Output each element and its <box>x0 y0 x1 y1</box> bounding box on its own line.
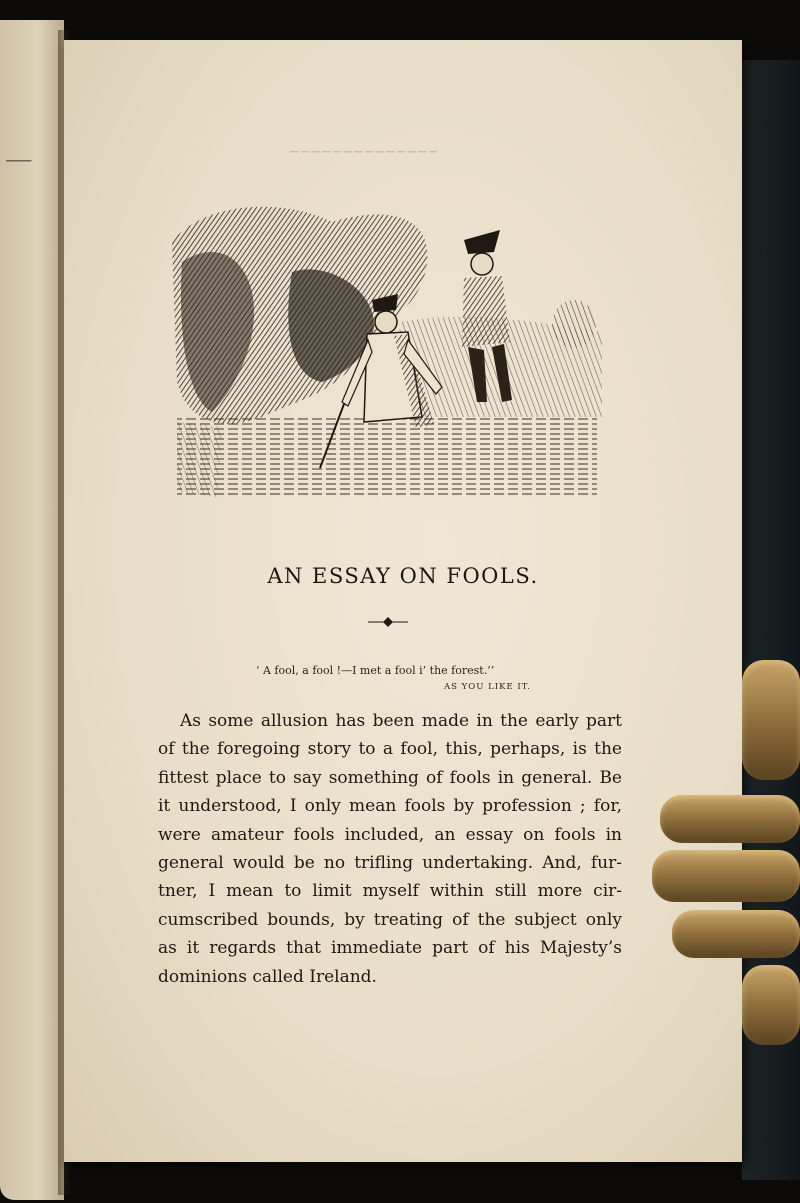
distant-bush <box>552 300 596 348</box>
river-water <box>177 417 597 497</box>
body-line: As some allusion has been made in the early part <box>180 711 622 731</box>
essay-title: AN ESSAY ON FOOLS. <box>267 564 539 588</box>
body-line: general would be no trifling undertaking. And, fur- <box>158 853 622 874</box>
body-line: dominions called Ireland. <box>158 966 377 987</box>
body-line: were amateur fools included, an essay on fools in <box>158 824 622 845</box>
left-facing-page <box>0 20 64 1200</box>
left-page-ghost-text: ▔▔▔ <box>6 160 32 173</box>
engraving-illustration <box>172 202 602 502</box>
epigraph-attribution: AS YOU LIKE IT. <box>444 682 531 692</box>
body-line: cumscribed bounds, by treating of the subject only <box>158 909 622 930</box>
body-line: as it regards that immediate part of his Majesty’s <box>158 938 622 959</box>
ornament-divider-icon <box>368 616 408 628</box>
body-line: of the foregoing story to a fool, this, perhaps, is the <box>158 739 622 760</box>
body-line: it understood, I only mean fools by profession ; for, <box>158 796 622 817</box>
bleed-through-header: ▁▁▁▁▁▁▁▁▁▁▁▁▁▁ <box>290 142 440 153</box>
body-line: fittest place to say something of fools in general. Be <box>158 767 622 788</box>
body-line: tner, I mean to limit myself within still more cir- <box>158 881 622 902</box>
body-paragraph <box>158 707 622 991</box>
epigraph-quote: ‘ A fool, a fool !—I met a fool i’ the forest.’’ <box>256 664 495 677</box>
reeds <box>177 422 222 497</box>
brass-page-clip <box>652 660 800 1050</box>
